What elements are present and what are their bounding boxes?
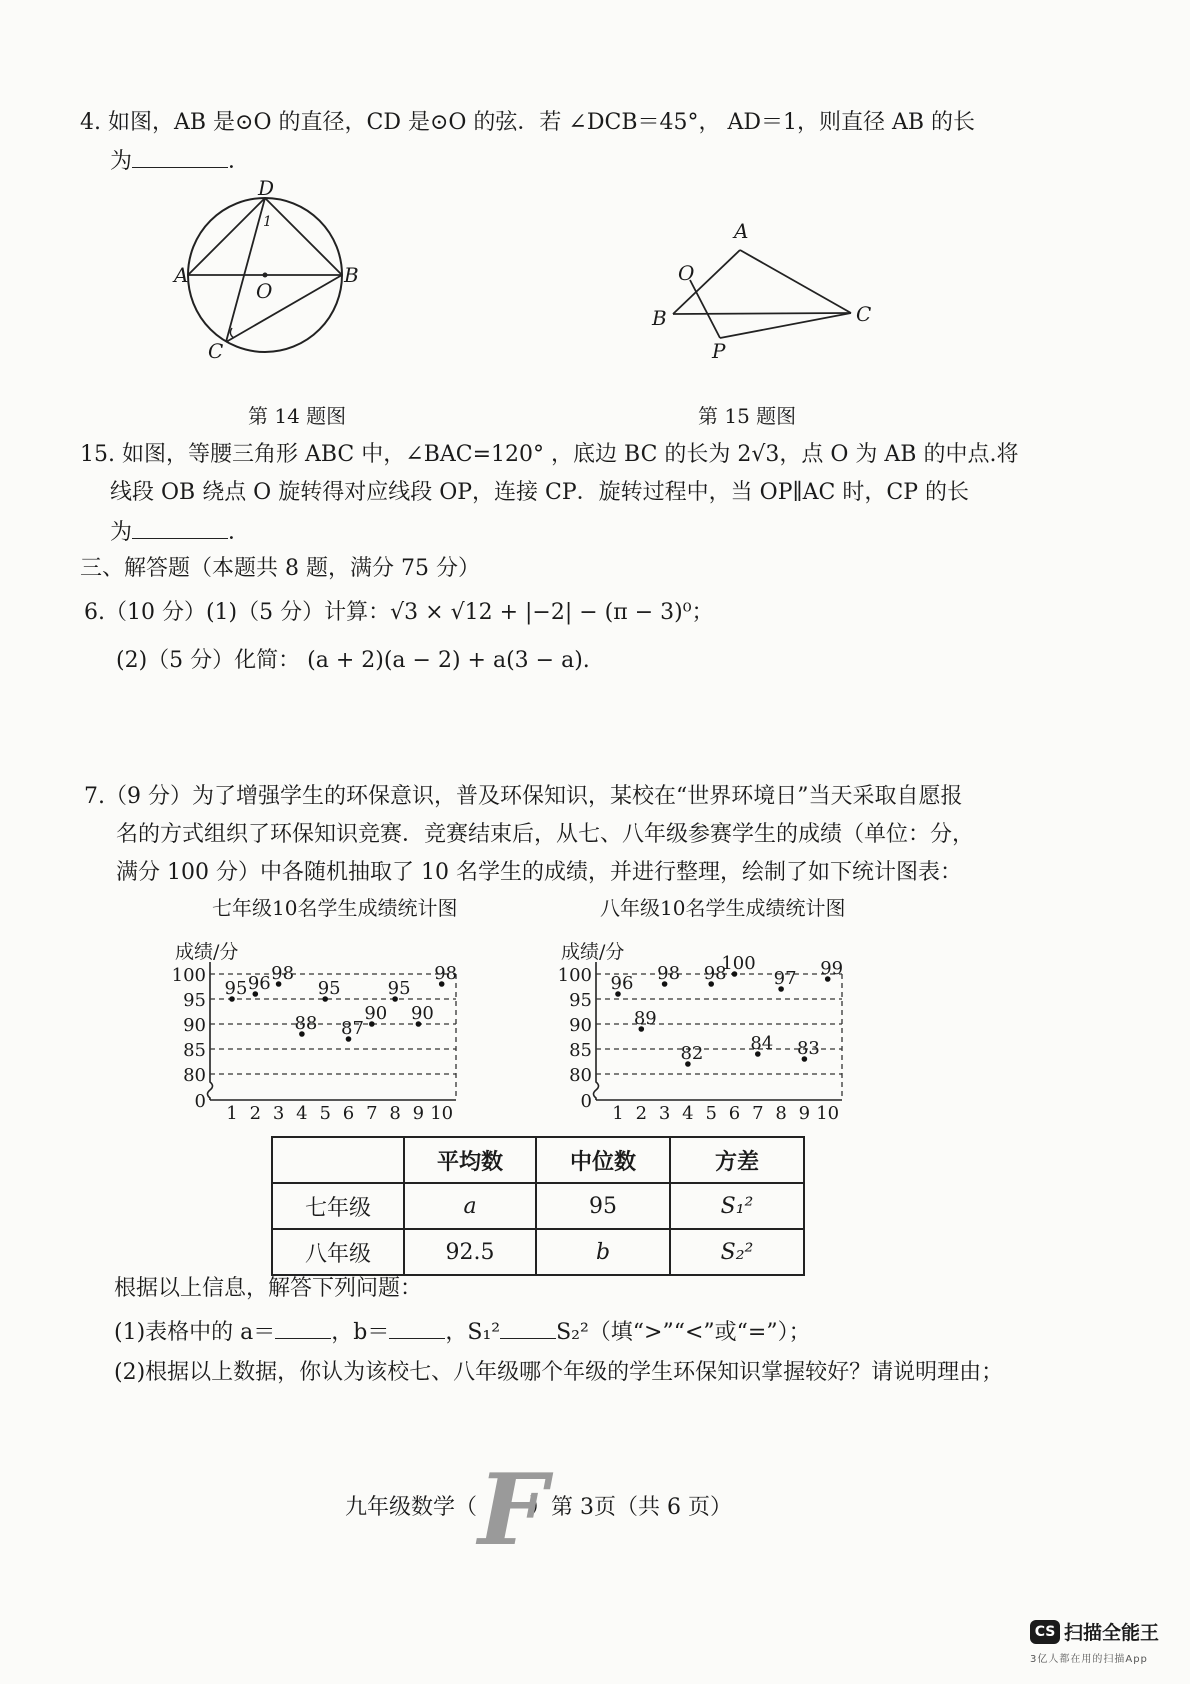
chart7-point-label: 95: [224, 978, 248, 999]
table-header-cell: 方差: [670, 1137, 804, 1183]
chart7-ytick-label: 90: [183, 1015, 206, 1036]
chart7-point-label: 96: [247, 973, 271, 994]
chart7-xtick-label: 5: [319, 1103, 331, 1124]
q15-figure: [616, 220, 886, 370]
chart8-point-label: 96: [610, 973, 634, 994]
chart8-xtick-label: 3: [658, 1103, 671, 1124]
q15-label-b: B: [652, 306, 667, 330]
q15-label-o: O: [678, 261, 695, 285]
chart7-point-label: 98: [271, 963, 295, 984]
stats-table: [271, 1136, 805, 1276]
chart7-ylabel: 成绩/分: [175, 941, 239, 963]
q17-line3: 满分 100 分）中各随机抽取了 10 名学生的成绩，并进行整理，绘制了如下统计图表：: [116, 860, 962, 885]
q14-line2-prefix: 为: [110, 149, 133, 174]
table-cell: a: [404, 1183, 536, 1229]
chart7-y-axis: [208, 962, 213, 1100]
chart8-xtick-label: 7: [752, 1103, 764, 1124]
chart8-point-label: 98: [657, 963, 681, 984]
chart8-xtick-label: 10: [816, 1103, 840, 1124]
table-cell: 95: [536, 1183, 670, 1229]
chart8-xtick-label: 1: [612, 1103, 624, 1124]
chart-grade7: [171, 922, 510, 1124]
f-stamp-logo: F: [478, 1453, 548, 1568]
chart8-point-label: 98: [703, 963, 727, 984]
table-cell: S₁²: [670, 1183, 804, 1229]
q15-label-p: P: [712, 339, 726, 363]
q14-figure: [170, 178, 390, 388]
scanner-logo-name: 扫描全能王: [1064, 1622, 1160, 1644]
chart8-ytick-label: 95: [569, 990, 592, 1011]
table-header-cell: [272, 1137, 404, 1183]
chart8-point-label: 99: [820, 958, 844, 979]
q14-answer-blank: [132, 145, 228, 168]
footer-right: ）第 3页（共 6 页）: [529, 1495, 732, 1520]
chart8-point-label: 97: [773, 968, 797, 989]
chart8-ytick-label: 100: [557, 965, 592, 986]
chart8-point-label: 100: [721, 953, 756, 974]
chart7-xtick-label: 8: [389, 1103, 401, 1124]
chart7-point-label: 88: [294, 1013, 318, 1034]
q14-label-o: O: [256, 279, 273, 303]
table-cell: 八年级: [272, 1229, 404, 1275]
chart8-point-label: 82: [680, 1043, 704, 1064]
chart7-ytick-label: 95: [183, 990, 206, 1011]
q14-label-angle1: 1: [263, 214, 272, 230]
chart7-title: 七年级10名学生成绩统计图: [212, 896, 458, 920]
chart8-ylabel: 成绩/分: [561, 941, 625, 963]
chart8-xtick-label: 5: [705, 1103, 717, 1124]
blank-b: [389, 1316, 445, 1339]
table-cell: 七年级: [272, 1183, 404, 1229]
chart7-ytick-label: 100: [171, 965, 206, 986]
q15-label-a: A: [734, 219, 749, 243]
q16-part1: 6.（10 分）(1)（5 分）计算：√3 × √12 + |−2| − (π − 3)⁰；: [84, 600, 714, 625]
q15-line3-prefix: 为: [110, 520, 133, 545]
chart-grade8: [557, 922, 896, 1124]
q17-sub1-part-s2: S₂²（填“>”“<”或“=”）；: [556, 1320, 811, 1345]
chart7-ytick-label: 80: [183, 1065, 206, 1086]
section3-title: 三、解答题（本题共 8 题，满分 75 分）: [80, 556, 480, 581]
chart7-xtick-label: 2: [249, 1103, 262, 1124]
chart8-xtick-label: 2: [635, 1103, 648, 1124]
chart7-point-label: 87: [341, 1018, 364, 1039]
chart8-xtick-label: 6: [728, 1103, 741, 1124]
chart7-point-label: 95: [317, 978, 341, 999]
table-header-cell: 平均数: [404, 1137, 536, 1183]
chart8-point-label: 89: [633, 1008, 657, 1029]
chart7-point-label: 95: [387, 978, 411, 999]
q14-label-c: C: [208, 339, 224, 363]
chart7-point-label: 90: [410, 1003, 434, 1024]
q14-line1: 4. 如图，AB 是⊙O 的直径，CD 是⊙O 的弦．若 ∠DCB＝45°， AD＝1，则直径 AB 的长: [80, 110, 976, 135]
q15-line2: 线段 OB 绕点 O 旋转得对应线段 OP，连接 CP．旋转过程中，当 OP∥AC 时，CP 的长: [110, 480, 970, 505]
q14-label-b: B: [344, 263, 359, 287]
q15-caption: 第 15 题图: [698, 404, 797, 428]
q14-caption: 第 14 题图: [248, 404, 347, 428]
scanner-logo-icon: CS: [1030, 1620, 1060, 1644]
chart8-point-label: 84: [750, 1033, 774, 1054]
chart8-ytick-label: 0: [580, 1091, 592, 1112]
q15-line3: [110, 516, 250, 548]
table-row: [272, 1229, 804, 1275]
chart8-ytick-label: 90: [569, 1015, 592, 1036]
chart8-xtick-label: 8: [775, 1103, 787, 1124]
q15-line1: 15. 如图，等腰三角形 ABC 中，∠BAC=120° ，底边 BC 的长为 2√3，点 O 为 AB 的中点.将: [80, 442, 1019, 467]
q15-label-c: C: [856, 302, 872, 326]
chart8-point-label: 83: [796, 1038, 820, 1059]
chart7-ytick-label: 0: [194, 1091, 206, 1112]
chart7-xtick-label: 6: [342, 1103, 355, 1124]
q14-label-a: A: [174, 263, 189, 287]
table-row: [272, 1183, 804, 1229]
table-cell: b: [536, 1229, 670, 1275]
q17-line2: 名的方式组织了环保知识竞赛．竞赛结束后，从七、八年级参赛学生的成绩（单位：分，: [116, 822, 975, 847]
scanner-logo: [1030, 1618, 1159, 1645]
q15-answer-blank: [132, 516, 228, 539]
q17-sub1-part-b: ，b＝: [331, 1320, 390, 1345]
chart7-xtick-label: 10: [430, 1103, 454, 1124]
chart8-title: 八年级10名学生成绩统计图: [600, 896, 846, 920]
table-cell: 92.5: [404, 1229, 536, 1275]
q17-followup: 根据以上信息，解答下列问题：: [114, 1276, 423, 1301]
chart7-ytick-label: 85: [183, 1040, 206, 1061]
q17-sub2: (2)根据以上数据，你认为该校七、八年级哪个年级的学生环保知识掌握较好？请说明理由；: [114, 1360, 1004, 1385]
chart7-point-label: 98: [434, 963, 458, 984]
q15-line3-suffix: ．: [228, 520, 251, 545]
q14-line2: [110, 145, 250, 177]
chart8-ytick-label: 85: [569, 1040, 592, 1061]
stats-table-header-row: [272, 1137, 804, 1183]
blank-a: [275, 1316, 331, 1339]
q16-part2: (2)（5 分）化简： (a + 2)(a − 2) + a(3 − a).: [116, 648, 590, 673]
chart8-xtick-label: 4: [682, 1103, 694, 1124]
chart7-xtick-label: 9: [412, 1103, 425, 1124]
chart7-xtick-label: 1: [226, 1103, 238, 1124]
q14-label-d: D: [258, 176, 275, 200]
scanner-logo-tagline: 3亿人都在用的扫描App: [1030, 1654, 1148, 1665]
chart7-xtick-label: 4: [296, 1103, 308, 1124]
q17-sub1-part-a: (1)表格中的 a＝: [114, 1320, 276, 1345]
q17-line1: 7.（9 分）为了增强学生的环保意识，普及环保知识，某校在“世界环境日”当天采取自愿报: [84, 784, 963, 809]
chart7-xtick-label: 3: [272, 1103, 285, 1124]
chart7-xtick-label: 7: [366, 1103, 378, 1124]
chart7-point-label: 90: [364, 1003, 388, 1024]
table-header-cell: 中位数: [536, 1137, 670, 1183]
q14-line2-suffix: ．: [228, 149, 251, 174]
footer-left: 九年级数学（: [345, 1495, 478, 1520]
q17-sub1-part-s1: ，S₁²: [445, 1320, 501, 1345]
q17-sub1: [114, 1316, 811, 1348]
chart8-y-axis: [594, 962, 599, 1100]
table-cell: S₂²: [670, 1229, 804, 1275]
chart8-ytick-label: 80: [569, 1065, 592, 1086]
chart8-xtick-label: 9: [798, 1103, 811, 1124]
blank-compare: [500, 1316, 556, 1339]
